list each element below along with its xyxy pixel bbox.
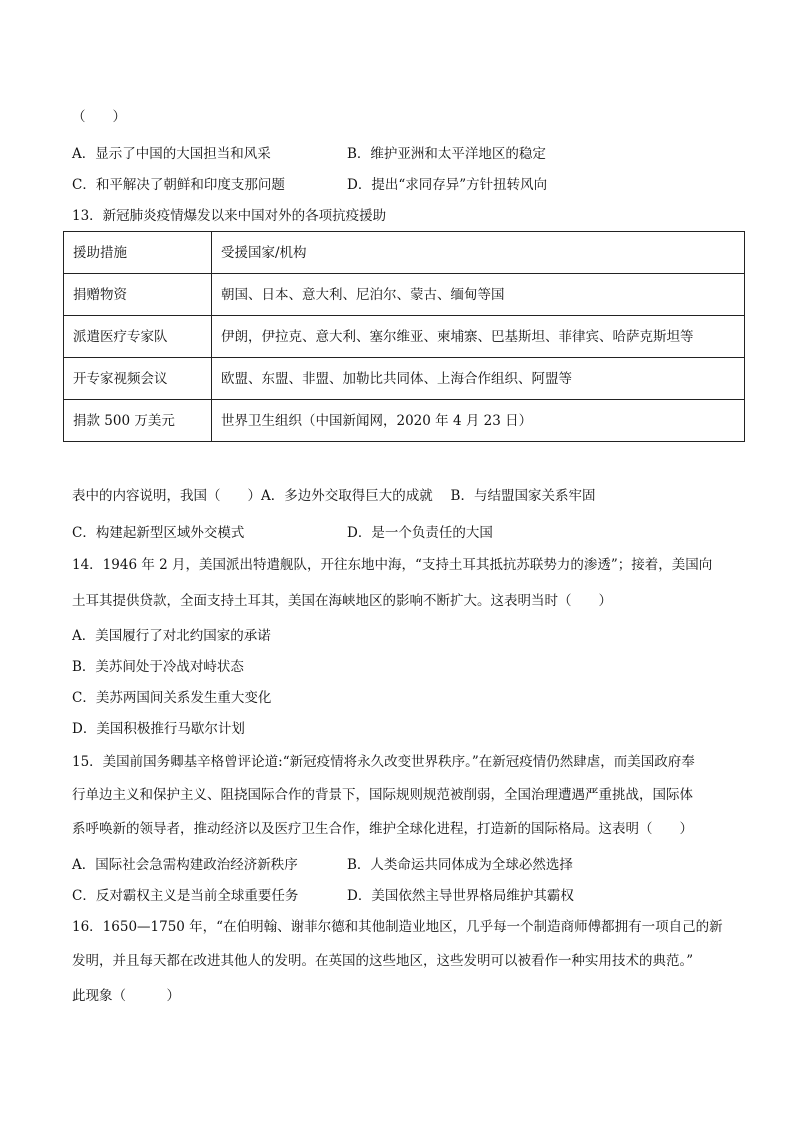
table-row bbox=[64, 316, 745, 358]
q13-options-row bbox=[72, 524, 493, 542]
table-cell: 捐款 500 万美元 bbox=[64, 400, 212, 442]
table-cell: 欧盟、东盟、非盟、加勒比共同体、上海合作组织、阿盟等 bbox=[212, 358, 745, 400]
table-cell: 伊朗，伊拉克、意大利、塞尔维亚、柬埔寨、巴基斯坦、菲律宾、哈萨克斯坦等 bbox=[212, 316, 745, 358]
table-row bbox=[64, 358, 745, 400]
q12-option-d: D．提出“求同存异”方针扭转风向 bbox=[347, 177, 548, 193]
q12-option-a: A．显示了中国的大国担当和风采 bbox=[72, 146, 271, 162]
q15-option-d: D．美国依然主导世界格局维护其霸权 bbox=[347, 888, 574, 904]
q14-stem-line-2: 土耳其提供贷款，全面支持土耳其，美国在海峡地区的影响不断扩大。这表明当时（ ） bbox=[72, 593, 612, 609]
q14-option-c: C．美苏两国间关系发生重大变化 bbox=[72, 690, 272, 706]
q14-option-a: A．美国履行了对北约国家的承诺 bbox=[72, 628, 271, 644]
q15-options-row-1 bbox=[72, 856, 573, 874]
q13-option-c: C．构建起新型区域外交模式 bbox=[72, 525, 245, 541]
q14-option-d: D．美国积极推行马歇尔计划 bbox=[72, 721, 245, 737]
table-cell: 朝国、日本、意大利、尼泊尔、蒙古、缅甸等国 bbox=[212, 274, 745, 316]
q13-stem: 表中的内容说明，我国（ ）A．多边外交取得巨大的成就 B．与结盟国家关系牢固 bbox=[72, 488, 596, 504]
q12-options-row-2 bbox=[72, 176, 548, 194]
table-cell: 开专家视频会议 bbox=[64, 358, 212, 400]
q12-options-row-1 bbox=[72, 145, 546, 163]
aid-table bbox=[63, 231, 745, 442]
q15-options-row-2 bbox=[72, 887, 574, 905]
q15-stem-line-3: 系呼唤新的领导者，推动经济以及医疗卫生合作，维护全球化进程，打造新的国际格局。这表明（ ） bbox=[72, 821, 693, 837]
table-cell: 世界卫生组织（中国新闻网，2020 年 4 月 23 日） bbox=[212, 400, 745, 442]
table-cell: 捐赠物资 bbox=[64, 274, 212, 316]
q16-stem-line-3: 此现象（ ） bbox=[72, 988, 180, 1004]
q14-option-b: B．美苏间处于冷战对峙状态 bbox=[72, 659, 244, 675]
q14-stem-line-1: 14．1946 年 2 月，美国派出特遣舰队，开往东地中海，“支持土耳其抵抗苏联势力的渗透”；接着，美国向 bbox=[72, 557, 713, 573]
q13-title: 13．新冠肺炎疫情爆发以来中国对外的各项抗疫援助 bbox=[72, 208, 387, 224]
table-header-row bbox=[64, 232, 745, 274]
q15-stem-line-1: 15．美国前国务卿基辛格曾评论道:“新冠疫情将永久改变世界秩序。”在新冠疫情仍然肆虐，而美国政府奉 bbox=[72, 754, 695, 770]
q15-option-a: A．国际社会急需构建政治经济新秩序 bbox=[72, 857, 298, 873]
table-header-cell: 受援国家/机构 bbox=[212, 232, 745, 274]
q15-option-b: B．人类命运共同体成为全球必然选择 bbox=[347, 857, 573, 873]
q13-option-d: D．是一个负责任的大国 bbox=[347, 525, 493, 541]
table-header-cell: 援助措施 bbox=[64, 232, 212, 274]
q12-option-b: B．维护亚洲和太平洋地区的稳定 bbox=[347, 146, 546, 162]
q15-stem-line-2: 行单边主义和保护主义、阻挠国际合作的背景下，国际规则规范被削弱，全国治理遭遇严重挑战，国际体 bbox=[72, 787, 693, 803]
q12-answer-bracket: （ ） bbox=[72, 109, 126, 125]
q16-stem-line-1: 16．1650—1750 年，“在伯明翰、谢菲尔德和其他制造业地区，几乎每一个制造商师傅都拥有一项自己的新 bbox=[72, 919, 723, 935]
table-cell: 派遣医疗专家队 bbox=[64, 316, 212, 358]
table-row bbox=[64, 274, 745, 316]
q16-stem-line-2: 发明，并且每天都在改进其他人的发明。在英国的这些地区，这些发明可以被看作一种实用技术的典范。” bbox=[72, 953, 694, 969]
q15-option-c: C．反对霸权主义是当前全球重要任务 bbox=[72, 888, 299, 904]
table-row bbox=[64, 400, 745, 442]
q12-option-c: C．和平解决了朝鲜和印度支那问题 bbox=[72, 177, 285, 193]
